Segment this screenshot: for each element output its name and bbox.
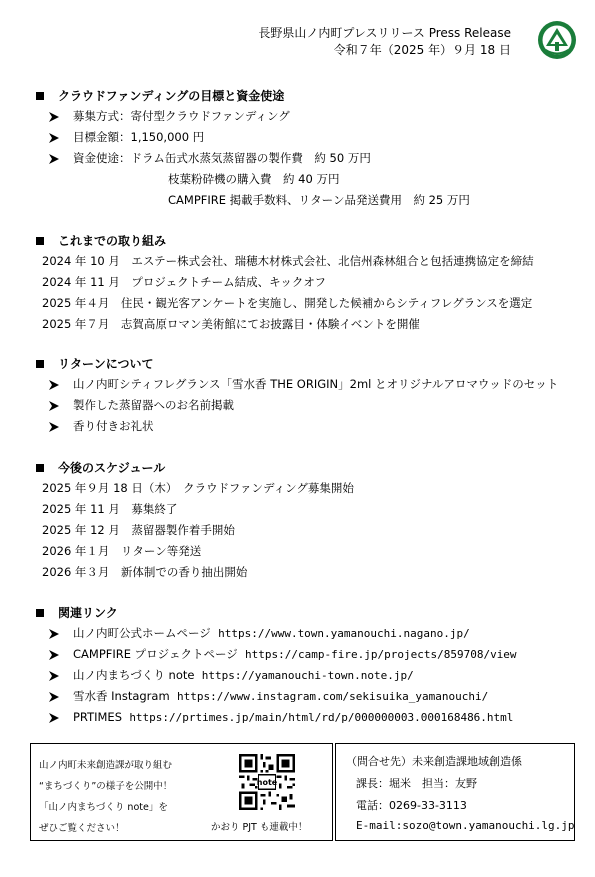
- history-item: 2024 年 10 月 エステー株式会社、瑞穂木材株式会社、北信州森林組合と包括連携協定を締結: [42, 254, 534, 268]
- contact-phone: 電話：0269-33-3113: [356, 799, 467, 812]
- square-bullet-icon: [36, 237, 44, 245]
- schedule-item: 2026 年３月 新体制での香り抽出開始: [42, 565, 248, 579]
- link-url[interactable]: https://prtimes.jp/main/html/rd/p/000000003.000168486.html: [129, 711, 514, 724]
- promo-line: “まちづくり”の様子を公開中！: [39, 781, 173, 792]
- returns-section: [30, 354, 585, 437]
- schedule-item: 2025 年 11 月 募集終了: [42, 502, 178, 516]
- arrow-bullet-icon: [48, 421, 60, 433]
- link-label: 山ノ内まちづくり note: [73, 668, 195, 682]
- goal-amount: 目標金額：1,150,000 円: [73, 130, 205, 144]
- schedule-item: 2026 年１月 リターン等発送: [42, 544, 202, 558]
- schedule-section: [30, 458, 585, 583]
- link-label: PRTIMES: [73, 710, 122, 724]
- history-item: 2024 年 11 月 プロジェクトチーム結成、キックオフ: [42, 275, 327, 289]
- goal-method: 募集方式：寄付型クラウドファンディング: [73, 109, 290, 123]
- promo-line: 山ノ内町未来創造課が取り組む: [39, 760, 173, 771]
- link-url[interactable]: https://yamanouchi-town.note.jp/: [201, 669, 414, 682]
- qr-caption: かおり PJT も連載中！: [211, 822, 308, 833]
- return-item: 香り付きお礼状: [73, 419, 154, 433]
- promo-line: 「山ノ内まちづくり note」を: [39, 802, 168, 813]
- arrow-bullet-icon: [48, 712, 60, 724]
- section-title: これまでの取り組み: [58, 234, 167, 248]
- section-title: クラウドファンディングの目標と資金使途: [58, 89, 285, 103]
- contact-title: （問合せ先）未来創造課地域創造係: [346, 755, 522, 768]
- arrow-bullet-icon: [48, 111, 60, 123]
- svg-text:note: note: [256, 777, 278, 787]
- link-url[interactable]: https://camp-fire.jp/projects/859708/view: [245, 648, 517, 661]
- section-title: 関連リンク: [58, 606, 118, 620]
- note-promo-box: [30, 743, 333, 841]
- section-title: リターンについて: [58, 357, 154, 371]
- link-label: 山ノ内町公式ホームページ: [73, 626, 211, 640]
- history-item: 2025 年７月 志賀高原ロマン美術館にてお披露目・体験イベントを開催: [42, 317, 420, 331]
- history-item: 2025 年４月 住民・観光客アンケートを実施し、開発した候補からシティフレグランスを選定: [42, 296, 533, 310]
- header-date: 令和７年（2025 年）９月 18 日: [333, 43, 511, 57]
- section-title: 今後のスケジュール: [58, 461, 166, 475]
- goal-usage-2: 枝葉粉砕機の購入費 約 40 万円: [168, 172, 340, 186]
- goal-usage: 資金使途：ドラム缶式水蒸気蒸留器の製作費 約 50 万円: [73, 151, 371, 165]
- arrow-bullet-icon: [48, 400, 60, 412]
- links-section: [30, 603, 585, 728]
- town-emblem-icon: [537, 20, 577, 60]
- square-bullet-icon: [36, 464, 44, 472]
- arrow-bullet-icon: [48, 153, 60, 165]
- link-url[interactable]: https://www.instagram.com/sekisuika_yamanouchi/: [176, 690, 489, 703]
- goal-usage-3: CAMPFIRE 掲載手数料、リターン品発送費用 約 25 万円: [168, 193, 470, 207]
- goals-section: [30, 86, 585, 211]
- arrow-bullet-icon: [48, 379, 60, 391]
- square-bullet-icon: [36, 609, 44, 617]
- history-section: [30, 231, 585, 335]
- square-bullet-icon: [36, 92, 44, 100]
- arrow-bullet-icon: [48, 670, 60, 682]
- link-label: CAMPFIRE プロジェクトページ: [73, 647, 238, 661]
- schedule-item: 2025 年 12 月 蒸留器製作着手開始: [42, 523, 235, 537]
- contact-email[interactable]: E-mail:sozo@town.yamanouchi.lg.jp: [356, 819, 575, 832]
- arrow-bullet-icon: [48, 649, 60, 661]
- arrow-bullet-icon: [48, 628, 60, 640]
- contact-chief: 課長：堀米 担当：友野: [356, 777, 477, 790]
- return-item: 山ノ内町シティフレグランス「雪水香 THE ORIGIN」2ml とオリジナルアロマウッドのセット: [73, 377, 559, 391]
- header-title: 長野県山ノ内町プレスリリース Press Release: [258, 26, 511, 40]
- arrow-bullet-icon: [48, 691, 60, 703]
- schedule-item: 2025 年９月 18 日（木） クラウドファンディング募集開始: [42, 481, 354, 495]
- arrow-bullet-icon: [48, 132, 60, 144]
- contact-box: [335, 743, 575, 841]
- link-url[interactable]: https://www.town.yamanouchi.nagano.jp/: [218, 627, 470, 640]
- qr-code-icon[interactable]: [239, 754, 295, 810]
- return-item: 製作した蒸留器へのお名前掲載: [73, 398, 234, 412]
- promo-line: ぜひご覧ください！: [39, 823, 125, 834]
- square-bullet-icon: [36, 360, 44, 368]
- link-label: 雪水香 Instagram: [73, 689, 170, 703]
- press-release-header: [258, 25, 511, 59]
